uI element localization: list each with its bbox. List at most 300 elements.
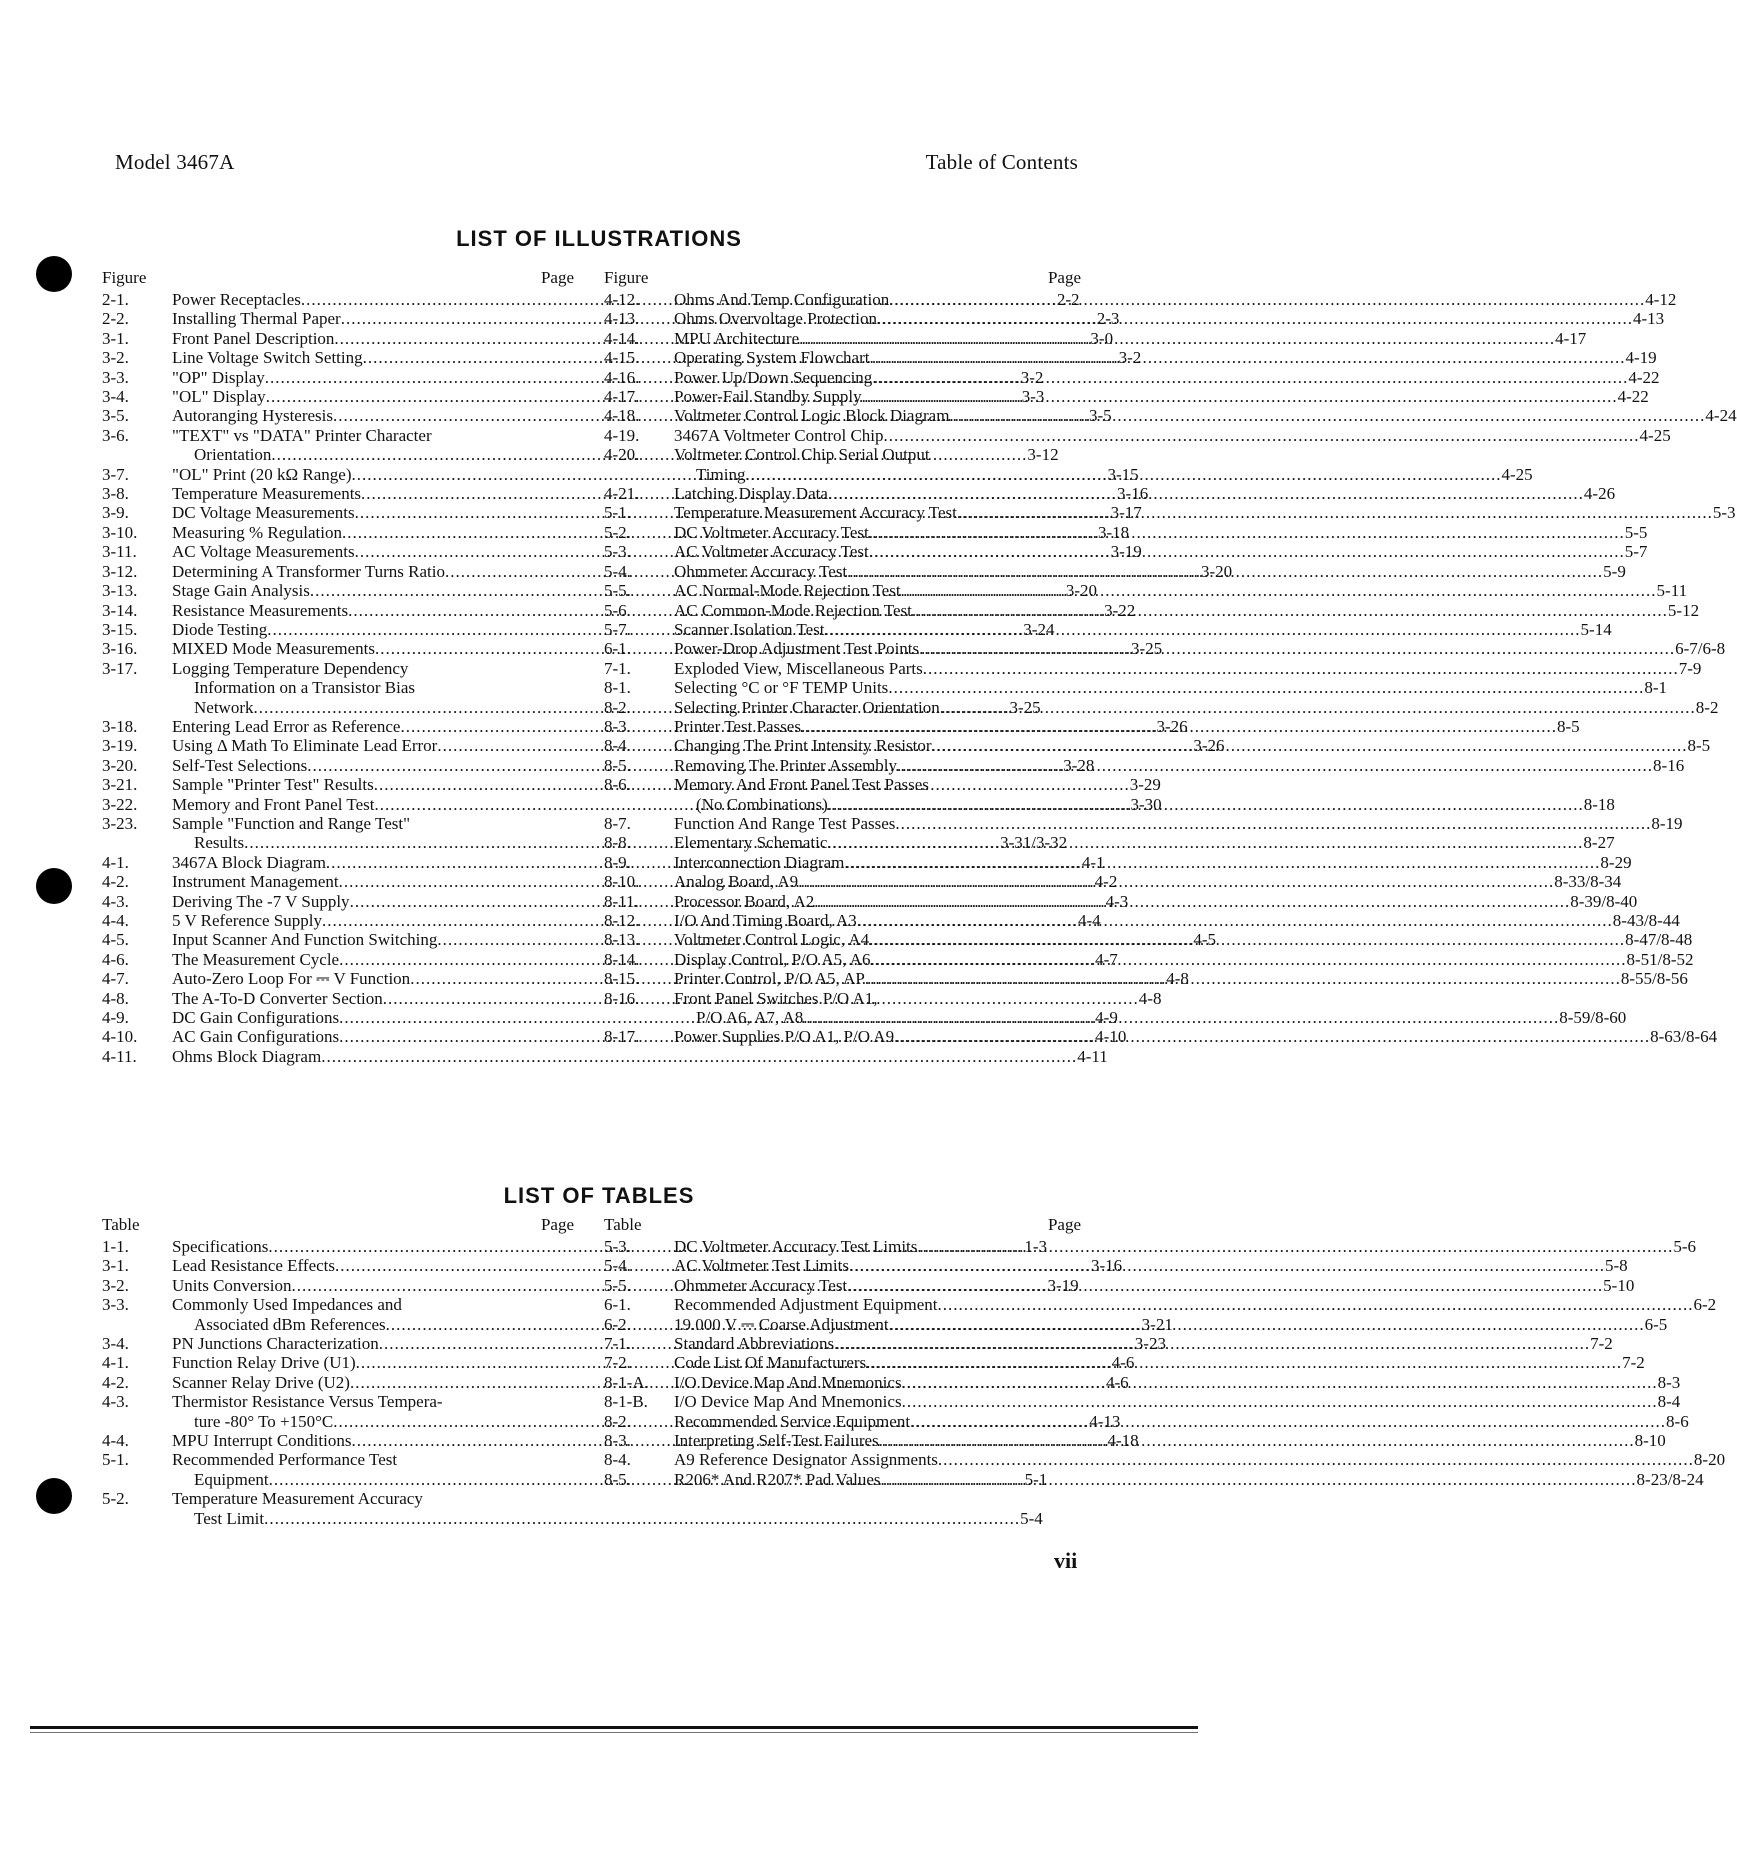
dot-leader [910,1412,1666,1431]
entry-page: 6-7/6-8 [1675,639,1726,659]
entry-title-line: A9 Reference Designator Assignments [674,1450,938,1470]
entry-page: 8-4 [1657,1392,1681,1412]
entry-title-line: Instrument Management [172,872,339,892]
entry-number: 3-15. [102,619,138,639]
dot-leader [919,639,1675,658]
entry-number: 8-6. [604,775,631,795]
toc-entry [604,387,1649,407]
entry-number: 3-8. [102,484,129,504]
entry-number: 5-7. [604,619,631,639]
entry-number: 4-16. [604,367,640,387]
dot-leader [321,1047,1077,1066]
entry-page: 5-3 [1712,503,1736,523]
entry-number: 4-3. [102,891,129,911]
entry-number: 2-2. [102,309,129,329]
entry-page: 4-12 [1645,290,1677,309]
entry-title-line: P/O A6, A7, A8 [696,1008,804,1028]
entry-title-line: I/O And Timing Board, A3 [674,911,857,930]
entry-number: 3-18. [102,716,138,736]
entry-page: 8-43/8-44 [1612,911,1680,930]
entry-page: 3-26 [1156,716,1188,736]
page-col-label: Page [1047,268,1081,287]
entry-title-line: Information on a Transistor Bias [194,678,415,698]
entry-number: 4-4. [102,1431,129,1451]
entry-title-line: Voltmeter Control Chip Serial Output [674,445,930,465]
bottom-rule-thin [30,1732,1198,1733]
entry-title-line: Ohmmeter Accuracy Test [674,561,848,581]
entry-page: 4-13 [1633,309,1665,329]
entry-number: 4-8. [102,988,129,1008]
entry-title-line: Scanner Isolation Test [674,619,825,639]
dot-leader [902,1392,1658,1411]
entry-number: 8-1-B. [604,1392,648,1412]
entry-number: 8-5. [604,1469,631,1489]
entry-title-line: Power-Fail Standby Supply [674,387,862,407]
entry-page: 7-2 [1622,1353,1645,1373]
toc-entry [102,1489,1043,1528]
entry-page: 3-28 [1063,755,1095,775]
entry-page: 3-25 [1009,697,1041,717]
column-header [604,268,1081,290]
entry-title [674,619,1612,639]
entry-page: 8-23/8-24 [1636,1469,1704,1489]
entry-title-line: ture -80° To +150°C [194,1411,334,1431]
entry-page: 4-25 [1639,425,1671,445]
toc-entry [604,678,1667,698]
entry-page: 3-2 [1020,367,1044,387]
entry-page: 6-2 [1693,1295,1717,1315]
toc-entry [604,755,1685,775]
entry-page: 5-6 [1673,1237,1697,1256]
figure-col-label: Figure [102,268,147,287]
entry-title-line: Power Up/Down Sequencing [674,367,873,387]
entry-title-line: Ohmmeter Accuracy Test [674,1275,848,1295]
dot-leader [888,678,1644,697]
entry-number: 2-1. [102,290,129,309]
entry-title-line: Line Voltage Switch Setting [172,348,363,368]
entry-title-line: "OL" Display [172,387,266,407]
entry-title-line: Interpreting Self-Test Failures [674,1431,879,1451]
entry-number: 5-3. [604,542,631,562]
dot-leader [264,1509,1020,1528]
header-model: Model 3467A [115,150,235,174]
entry-number: 3-3. [102,367,129,387]
header-section: Table of Contents [925,150,1078,174]
table-col-label: Table [102,1215,140,1234]
toc-entry [604,1295,1717,1315]
entry-title-line: Exploded View, Miscellaneous Parts [674,658,923,678]
entry-page: 8-63/8-64 [1650,1027,1718,1047]
entry-number: 7-1. [604,1334,631,1354]
entry-number: 8-14. [604,949,640,969]
entry-page: 3-17 [1110,503,1142,523]
toc-entry [102,1046,1108,1066]
entry-title-line: Processor Board, A2 [674,891,815,911]
entry-page: 3-18 [1097,522,1130,542]
entry-page: 3-16 [1091,1256,1123,1276]
entry-number: 3-22. [102,794,138,814]
entry-page: 4-22 [1628,367,1660,387]
entry-title-line: 3467A Block Diagram [172,852,326,872]
entry-number: 8-12. [604,911,640,930]
entry-title-line: Temperature Measurement Accuracy Test [674,503,957,523]
dot-leader [949,406,1705,425]
entry-page: 4-7 [1095,949,1118,969]
entry-title-line: "TEXT" vs "DATA" Printer Character [172,425,432,445]
entry-title-line: Network [194,697,254,717]
dot-leader [902,1373,1658,1392]
toc-entry [604,911,1680,930]
entry-page: 8-20 [1693,1450,1726,1470]
entry-title-line: Scanner Relay Drive (U2) [172,1372,350,1392]
dot-leader [828,484,1584,503]
entry-page: 4-6 [1111,1353,1135,1373]
entry-number: 4-3. [102,1392,129,1412]
entry-title-line: Associated dBm References [194,1314,386,1334]
entry-number: 4-10. [102,1027,138,1047]
entry-number: 3-20. [102,755,138,775]
entry-page: 5-10 [1603,1275,1635,1295]
entry-title-line: Elementary Schematic [674,833,828,853]
entry-page: 8-3 [1657,1372,1681,1392]
entry-title-line: Voltmeter Control Logic Block Diagram [674,406,950,426]
entry-page: 3-19 [1110,542,1142,562]
entry-title-line: Resistance Measurements [172,600,349,620]
dot-leader [828,795,1584,814]
entry-title-line: Timing [696,464,746,484]
entry-number: 4-13. [604,309,640,329]
entry-page: 8-39/8-40 [1570,891,1638,911]
figure-col-label: Figure [604,268,649,287]
entry-page: 4-17 [1555,328,1587,348]
entry-title-line: Units Conversion [172,1275,292,1295]
entry-page: 3-29 [1129,775,1161,795]
entry-number: 5-3. [604,1237,631,1256]
entry-number: 3-12. [102,561,138,581]
entry-title-line: Ohms And Temp Configuration [674,290,890,309]
entry-title-line: Memory And Front Panel Test Passes [674,775,929,795]
entry-number: 3-21. [102,775,138,795]
entry-page: 3-5 [1089,406,1112,426]
dot-leader [865,969,1621,988]
entry-page: 5-7 [1624,542,1648,562]
entry-title [674,833,1615,853]
entry-title-line: Power-Drop Adjustment Test Points [674,639,920,659]
toc-entry [604,1237,1697,1256]
entry-title-line: The A-To-D Converter Section [172,988,383,1008]
page-col-label: Page [540,1215,574,1234]
entry-page: 4-2 [1094,872,1118,892]
entry-number: 3-11. [102,542,137,562]
dot-leader [827,833,1583,852]
entry-number: 3-2. [102,348,129,368]
entry-number: 4-4. [102,911,129,930]
entry-page: 4-9 [1095,1008,1118,1028]
entry-title-line: Ohms Overvoltage Protection [674,309,878,329]
entry-number: 5-6. [604,600,631,620]
table-col-label: Table [604,1215,642,1234]
toc-entry [604,367,1660,387]
entry-title-line: Temperature Measurements [172,484,362,504]
entry-number: 7-1. [604,658,631,678]
entry-page: 4-24 [1705,406,1737,426]
entry-page: 8-10 [1634,1431,1666,1451]
toc-entry [604,813,1683,833]
entry-page: 3-3 [1021,387,1045,407]
entry-number: 8-3. [604,716,631,736]
entry-number: 6-2. [604,1314,631,1334]
entry-title-line: AC Voltage Measurements [172,542,355,562]
entry-number: 4-12. [604,290,640,309]
entry-page: 4-25 [1501,464,1533,484]
entry-page: 8-27 [1583,833,1615,853]
column-header [102,1215,574,1237]
entry-number: 4-15. [604,348,640,368]
entry-title [674,678,1667,698]
entry-page: 4-26 [1583,484,1616,504]
entry-title-line: Sample "Printer Test" Results [172,775,374,795]
dot-leader [881,1470,1637,1489]
tables-title: LIST OF TABLES [503,1183,695,1208]
toc-entry [604,1392,1681,1412]
entry-title-line: DC Voltmeter Accuracy Test Limits [674,1237,918,1256]
dot-leader [872,368,1628,387]
entry-title-line: Changing The Print Intensity Resistor [674,736,932,756]
entry-title-line: Ohms Block Diagram [172,1046,322,1066]
entry-title-line: Using Δ Math To Eliminate Lead Error [172,736,438,756]
entry-title [674,813,1683,833]
entry-page: 8-5 [1687,736,1711,756]
entry-title-line: Selecting Printer Character Orientation [674,697,940,717]
entry-title-line: Printer Control, P/O A5, AP [674,969,865,989]
entry-number: 8-11. [604,891,639,911]
dot-leader [857,911,1613,930]
entry-page: 4-13 [1089,1411,1121,1431]
entry-number: 3-9. [102,503,129,523]
toc-entry [604,658,1702,678]
entry-page: 8-33/8-34 [1554,872,1622,892]
entry-page: 4-4 [1077,911,1101,930]
dot-leader [866,1353,1622,1372]
toc-entry [604,619,1612,639]
entry-number: 8-2. [604,1411,631,1431]
entry-title-line: R206* And R207* Pad Values [674,1469,881,1489]
dot-leader [803,1008,1559,1027]
dot-leader [801,717,1557,736]
dot-leader [932,736,1688,755]
entry-page: 3-24 [1023,619,1055,639]
entry-number: 8-8. [604,833,631,853]
dot-leader [869,348,1625,367]
entry-title-line: AC Common-Mode Rejection Test [674,600,912,620]
entry-number: 3-16. [102,639,138,659]
entry-page: 3-2 [1118,348,1142,368]
entry-title-line: Lead Resistance Effects [172,1256,336,1276]
entry-page: 4-11 [1077,1046,1108,1066]
entry-title [674,1392,1681,1412]
dot-leader [869,523,1625,542]
entry-number: 5-4. [604,1256,631,1276]
entry-number: 8-4. [604,736,631,756]
entry-number: 4-2. [102,872,129,892]
entry-number: 8-1-A. [604,1372,649,1392]
entry-title-line: DC Voltage Measurements [172,503,355,523]
entry-page: 4-1 [1081,852,1105,872]
entry-title-line: Diode Testing [172,619,268,639]
entry-page: 8-18 [1583,794,1615,814]
dot-leader [940,698,1696,717]
entry-title-line: Recommended Service Equipment [674,1411,911,1431]
entry-title-line: Printer Test Passes [674,716,801,736]
entry-title [172,1489,1043,1528]
entry-title-line: Selecting °C or °F TEMP Units [674,678,889,698]
entry-title [674,367,1660,387]
dot-leader [923,659,1679,678]
entry-title-line: Operating System Flowchart [674,348,870,368]
entry-number: 4-1. [102,1353,129,1373]
entry-page: 3-23 [1134,1334,1166,1354]
bottom-rule [30,1726,1198,1729]
illustrations-title: LIST OF ILLUSTRATIONS [456,226,742,251]
dot-leader [825,620,1581,639]
binder-hole [36,256,72,292]
column-header [604,1215,1081,1237]
entry-title-line: 5 V Reference Supply [172,911,322,930]
entry-title-line: Measuring % Regulation [172,522,342,542]
binder-hole [36,1478,72,1514]
entry-number: 1-1. [102,1237,129,1256]
entry-number: 4-21. [604,484,640,504]
entry-title-line: MPU Architecture [674,328,800,348]
entry-page: 4-5 [1193,930,1217,950]
entry-title-line: Front Panel Switches P/O A1, [674,988,878,1008]
entry-number: 3-10. [102,522,138,542]
entry-number: 7-2. [604,1353,631,1373]
entry-page: 5-8 [1604,1256,1628,1276]
entry-page: 8-16 [1653,755,1685,775]
entry-title-line: "OL" Print (20 kΩ Range) [172,464,352,484]
toc-entry [604,833,1615,853]
entry-page: 8-1 [1644,678,1667,698]
dot-leader [897,756,1653,775]
entry-title-line: AC Voltmeter Test Limits [674,1256,849,1276]
dot-leader [912,601,1668,620]
entry-page: 3-30 [1130,794,1162,814]
entry-title-line: Logging Temperature Dependency [172,658,409,678]
entry-title-line: Front Panel Description [172,328,335,348]
dot-leader [938,1450,1694,1469]
entry-title-line: Commonly Used Impedances and [172,1295,402,1315]
entry-number: 8-10. [604,872,640,892]
entry-title-line: Function And Range Test Passes [674,813,896,833]
entry-number: 8-13. [604,930,640,950]
entry-title-line: Thermistor Resistance Versus Tempera- [172,1392,443,1412]
entry-title-line: Voltmeter Control Logic, A4 [674,930,870,950]
entry-title-line: Latching Display Data [674,484,828,504]
entry-number: 5-5. [604,1275,631,1295]
entry-page: 8-47/8-48 [1625,930,1693,950]
entry-number: 3-17. [102,658,138,678]
entry-title [674,387,1649,407]
entry-number: 3-5. [102,406,129,426]
entry-page: 3-31/3-32 [1000,833,1068,853]
entry-number: 8-1. [604,678,631,698]
dot-leader [901,581,1657,600]
entry-number: 3-7. [102,464,129,484]
entry-number: 8-17. [604,1027,640,1047]
entry-title-line: Auto-Zero Loop For ⎓ V Function [172,969,411,989]
entry-page: 8-5 [1556,716,1580,736]
entry-number: 4-20. [604,445,640,465]
dot-leader [869,542,1625,561]
dot-leader [877,309,1633,328]
entry-title-line: Sample "Function and Range Test" [172,813,411,833]
entry-title-line: Memory and Front Panel Test [172,794,375,814]
entry-page: 3-19 [1047,1275,1079,1295]
entry-title-line: The Measurement Cycle [172,949,340,969]
dot-leader [869,930,1625,949]
entry-number: 3-4. [102,387,129,407]
entry-title [674,697,1719,717]
entry-title-line: Function Relay Drive (U1) [172,1353,356,1373]
entry-title [674,755,1685,775]
entry-page: 8-51/8-52 [1626,949,1694,969]
entry-page: 3-15 [1107,464,1139,484]
entry-page: 4-8 [1138,988,1162,1008]
toc-entry [604,1450,1726,1470]
entry-title-line: AC Gain Configurations [172,1027,340,1047]
entry-number: 4-11. [102,1046,137,1066]
entry-number: 4-7. [102,969,129,989]
toc-entry [604,425,1671,445]
entry-title-line: Specifications [172,1237,269,1256]
entry-page: 8-55/8-56 [1620,969,1688,989]
entry-title [674,1295,1717,1315]
entry-title-line: "OP" Display [172,367,265,387]
entry-title-line: AC Voltmeter Accuracy Test [674,542,869,562]
entry-page: 3-12 [1027,445,1059,465]
dot-leader [834,1334,1590,1353]
dot-leader [894,1027,1650,1046]
entry-number: 3-3. [102,1295,129,1315]
entry-title [674,658,1702,678]
entry-title-line: 3467A Voltmeter Control Chip [674,425,884,445]
entry-page: 5-11 [1656,581,1688,601]
entry-page: 5-4 [1020,1508,1043,1528]
toc-entry [604,290,1677,309]
page-number: vii [1054,1548,1078,1573]
entry-number: 4-1. [102,852,129,872]
entry-title-line: DC Voltmeter Accuracy Test [674,522,869,542]
entry-page: 8-2 [1695,697,1719,717]
entry-page: 3-22 [1104,600,1136,620]
entry-page: 4-10 [1095,1027,1127,1047]
dot-leader [847,562,1603,581]
dot-leader [862,387,1618,406]
dot-leader [798,872,1554,891]
entry-page: 4-8 [1166,969,1189,989]
entry-number: 3-23. [102,813,138,833]
entry-number: 3-4. [102,1334,129,1354]
entry-page: 3-20 [1200,561,1233,581]
entry-title-line: Orientation [194,445,272,465]
toc-entry [604,1469,1704,1489]
entry-page: 3-21 [1141,1314,1173,1334]
toc-entry [604,697,1719,717]
dot-leader [937,1295,1693,1314]
entry-page: 3-16 [1117,484,1149,504]
entry-title-line: MIXED Mode Measurements [172,639,376,659]
